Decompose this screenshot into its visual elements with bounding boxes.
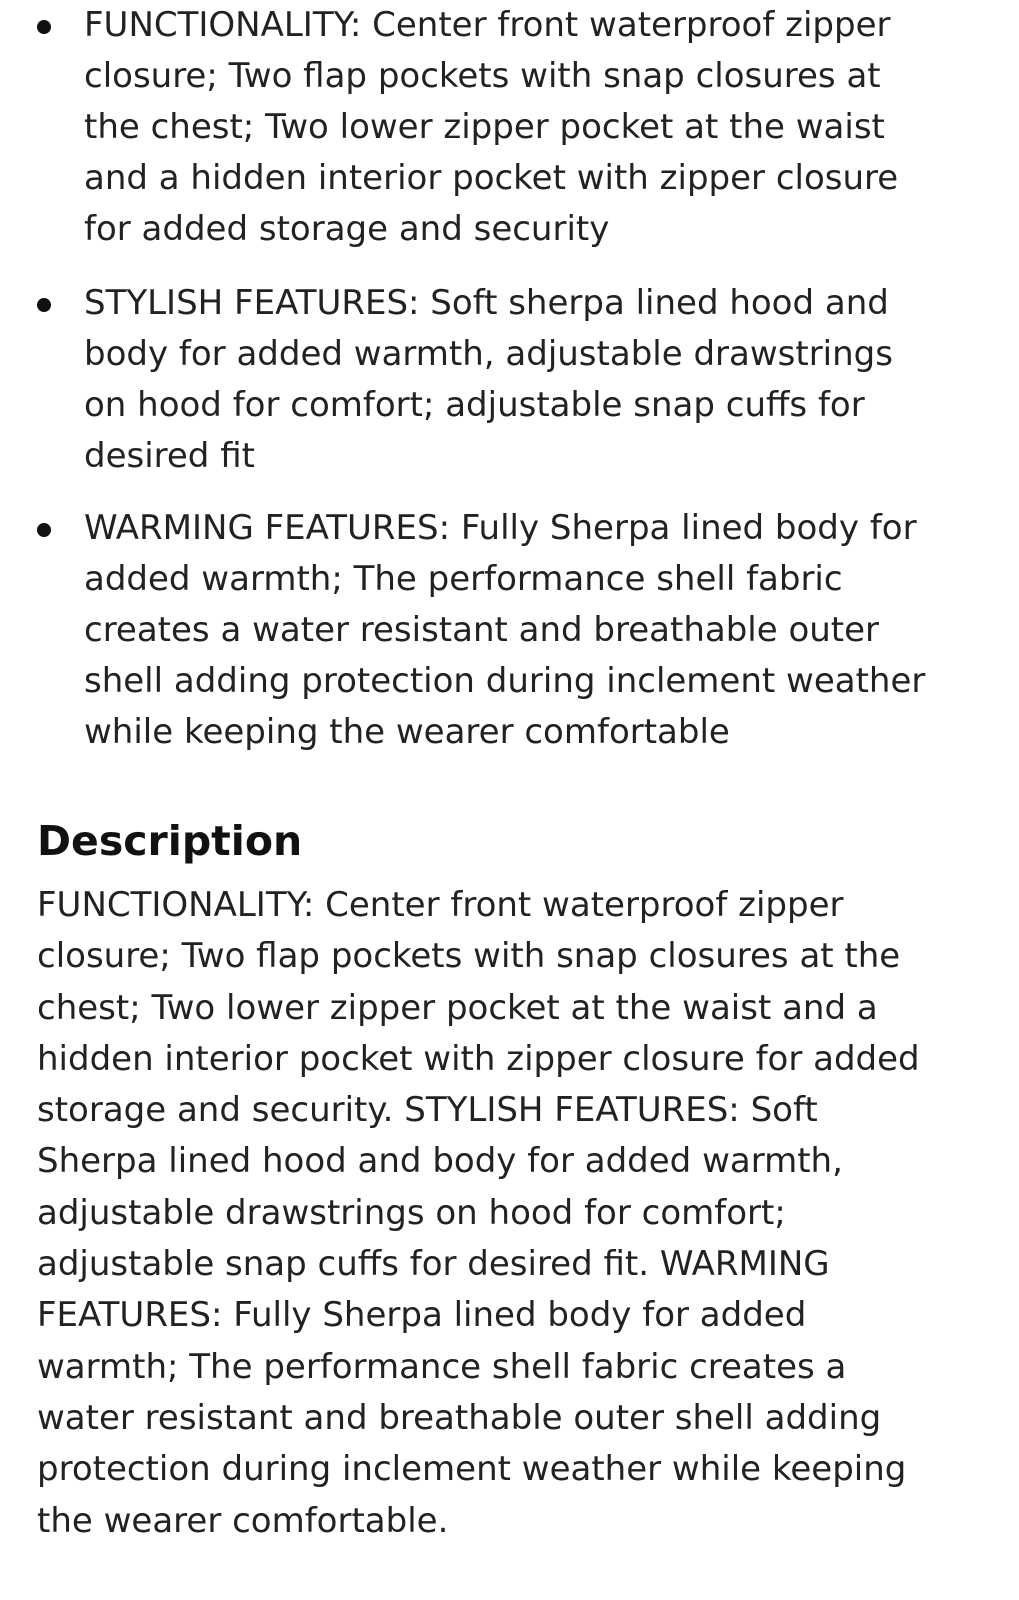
description-text: FUNCTIONALITY: Center front waterproof zipper closure; Two flap pockets with snap closures at the chest; Two lower zipper pocket at the waist and a hidden interior pocket with zipper closure for added storage and security. STYLISH FEATURES: Soft Sherpa lined hood and body for added warmth, adjustable drawstrings on hood for comfort; adjustable snap cuffs for desired fit. WARMING FEATURES: Fully Sherpa lined body for added warmth; The performance shell fabric creates a water resistant and breathable outer shell adding protection during inclement weather while keeping the wearer comfortable. bbox=[37, 885, 920, 1541]
feature-bullet-text: WARMING FEATURES: Fully Sherpa lined body for added warmth; The performance shell fabric creates a water resistant and breathable outer shell adding protection during inclement weather while keeping the wearer comfortable bbox=[84, 508, 926, 752]
description-heading: Description bbox=[37, 817, 303, 865]
bullet-dot-icon bbox=[37, 523, 51, 537]
feature-bullet-text: FUNCTIONALITY: Center front waterproof zipper closure; Two flap pockets with snap closures at the chest; Two lower zipper pocket at the waist and a hidden interior pocket with zipper closure for added storage and security bbox=[84, 5, 899, 249]
bullet-dot-icon bbox=[37, 298, 51, 312]
bullet-dot-icon bbox=[37, 20, 51, 34]
feature-bullet-text: STYLISH FEATURES: Soft sherpa lined hood and body for added warmth, adjustable drawstrings on hood for comfort; adjustable snap cuffs for desired fit bbox=[84, 283, 893, 476]
